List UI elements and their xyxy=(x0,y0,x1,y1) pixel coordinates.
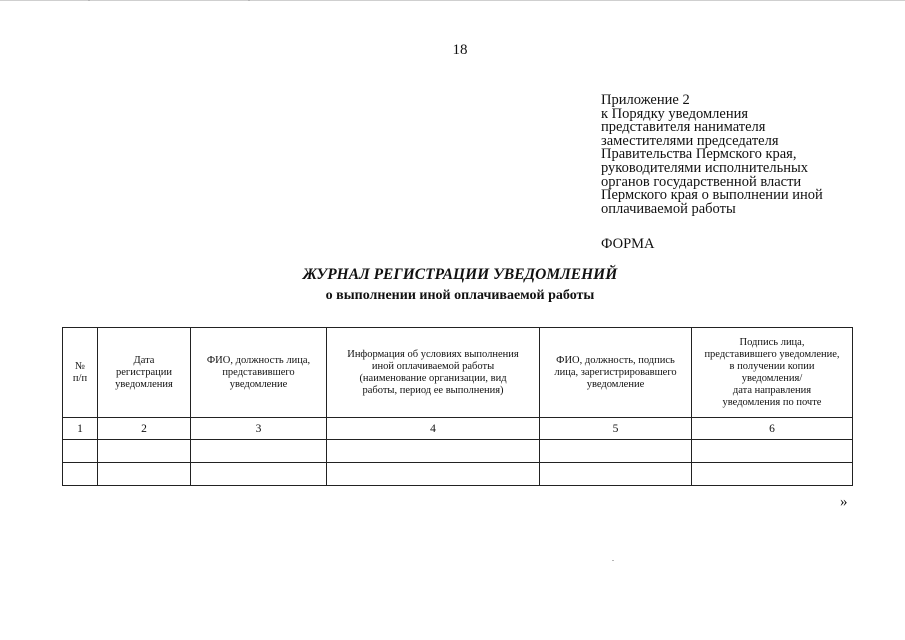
empty-cell xyxy=(98,440,191,463)
table-row xyxy=(63,440,853,463)
scan-speck xyxy=(248,0,250,1)
scan-speck xyxy=(88,0,90,1)
form-label: ФОРМА xyxy=(601,236,655,252)
header-line: уведомление xyxy=(229,378,288,390)
column-number-cell: 2 xyxy=(98,418,191,440)
column-number-cell: 5 xyxy=(540,418,692,440)
header-line: в получении копии xyxy=(729,360,815,372)
empty-cell xyxy=(540,440,692,463)
appendix-line: Пермского края о выполнении иной xyxy=(601,187,823,204)
appendix-line: руководителями исполнительных xyxy=(601,159,808,176)
registration-journal-table xyxy=(62,327,853,486)
empty-cell xyxy=(692,463,853,486)
header-cell-registration-date xyxy=(98,328,191,418)
header-line: представившего xyxy=(222,366,295,378)
empty-cell xyxy=(327,463,540,486)
header-line: иной оплачиваемой работы xyxy=(371,360,495,372)
empty-cell xyxy=(63,463,98,486)
appendix-line: Правительства Пермского края, xyxy=(601,146,797,163)
closing-quote: » xyxy=(840,494,848,510)
journal-subtitle: о выполнении иной оплачиваемой работы xyxy=(325,288,595,303)
appendix-line: органов государственной власти xyxy=(601,173,802,190)
empty-cell xyxy=(191,440,327,463)
header-line: п/п xyxy=(72,372,88,384)
header-line: ФИО, должность лица, xyxy=(206,354,311,366)
header-line: уведомление xyxy=(586,378,645,390)
header-line: представившего уведомление, xyxy=(704,348,840,360)
header-line: дата направления xyxy=(732,384,812,396)
empty-cell xyxy=(540,463,692,486)
column-number-cell: 3 xyxy=(191,418,327,440)
appendix-note xyxy=(601,94,891,216)
appendix-line: представителя нанимателя xyxy=(601,119,766,136)
table-header-row xyxy=(63,328,853,418)
appendix-line: Приложение 2 xyxy=(601,92,690,108)
header-line: (наименование организации, вид xyxy=(359,372,507,384)
empty-cell xyxy=(692,440,853,463)
header-cell-work-info xyxy=(327,328,540,418)
empty-cell xyxy=(327,440,540,463)
appendix-line: к Порядку уведомления xyxy=(601,105,749,122)
header-line: регистрации xyxy=(116,366,172,378)
page-top-edge xyxy=(0,0,905,1)
empty-cell xyxy=(63,440,98,463)
header-line: уведомления по почте xyxy=(722,396,822,408)
header-cell-number xyxy=(63,328,98,418)
header-cell-receipt-signature xyxy=(692,328,853,418)
empty-cell xyxy=(191,463,327,486)
journal-title: ЖУРНАЛ РЕГИСТРАЦИИ УВЕДОМЛЕНИЙ xyxy=(302,266,618,283)
header-line: уведомления xyxy=(115,378,173,390)
column-number-cell: 1 xyxy=(63,418,98,440)
column-number-cell: 6 xyxy=(692,418,853,440)
header-cell-registrar xyxy=(540,328,692,418)
scan-speck xyxy=(612,560,614,561)
header-line: Информация об условиях выполнения xyxy=(347,348,519,360)
empty-cell xyxy=(98,463,191,486)
header-line: № xyxy=(74,360,86,372)
header-line: ФИО, должность, подпись xyxy=(556,354,675,366)
header-line: уведомления/ xyxy=(741,372,803,384)
header-line: Дата xyxy=(133,354,155,366)
header-line: работы, период ее выполнения) xyxy=(362,384,504,396)
page-number: 18 xyxy=(452,42,468,58)
header-cell-submitter xyxy=(191,328,327,418)
header-line: Подпись лица, xyxy=(739,336,805,348)
table-row xyxy=(63,463,853,486)
appendix-line: оплачиваемой работы xyxy=(601,200,736,217)
column-number-row xyxy=(63,418,853,440)
column-number-cell: 4 xyxy=(327,418,540,440)
header-line: лица, зарегистрировавшего xyxy=(554,366,677,378)
appendix-line: заместителями председателя xyxy=(601,132,779,149)
